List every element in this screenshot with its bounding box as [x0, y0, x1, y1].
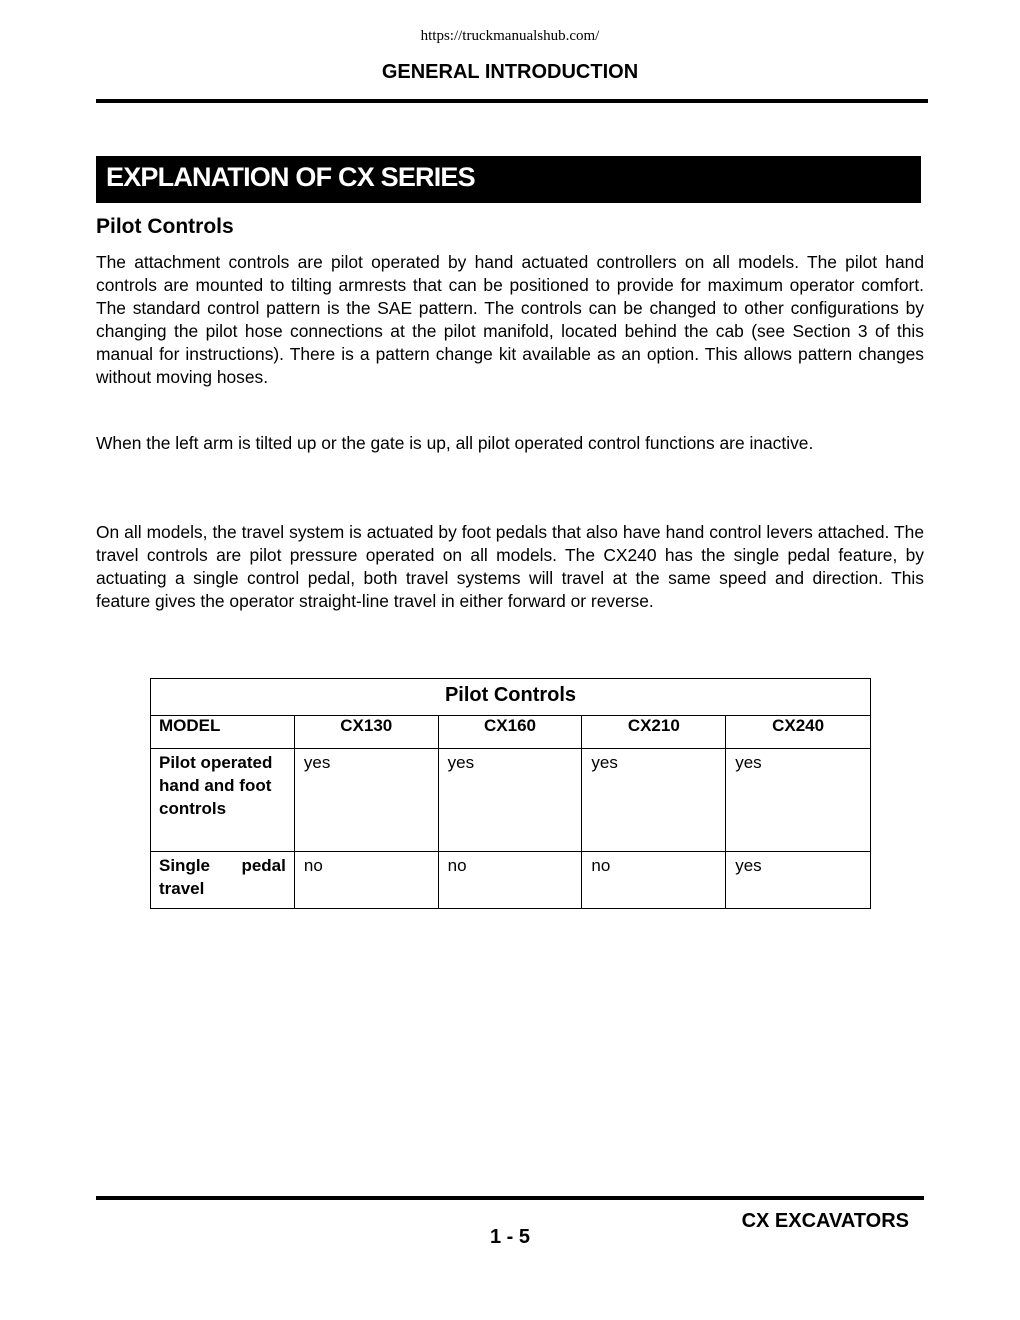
- table-cell: yes: [582, 749, 726, 852]
- row-label: Single pedal travel: [151, 852, 295, 909]
- section-title: GENERAL INTRODUCTION: [381, 61, 639, 83]
- row-label: Pilot operated hand and foot controls: [151, 749, 295, 852]
- table-cell: no: [294, 852, 438, 909]
- header-divider: [96, 99, 928, 103]
- column-header: CX160: [438, 716, 582, 749]
- column-header: CX130: [294, 716, 438, 749]
- table-cell: yes: [726, 749, 871, 852]
- paragraph: The attachment controls are pilot operated by hand actuated controllers on all models. The pilot hand controls are mounted to tilting armrests that can be positioned to provide for maximum operator comfort. The standard control pattern is the SAE pattern. The controls can be changed to other configurations by changing the pilot hose connections at the pilot manifold, located behind the cab (see Section 3 of this manual for instructions). There is a pattern change kit available as an option. This allows pattern changes without moving hoses.: [96, 252, 924, 387]
- table-cell: no: [582, 852, 726, 909]
- table-row: [151, 852, 871, 909]
- paragraph: On all models, the travel system is actuated by foot pedals that also have hand control levers attached. The travel controls are pilot pressure operated on all models. The CX240 has the single pedal feature, by actuating a single control pedal, both travel systems will travel at the same speed and direction. This feature gives the operator straight-line travel in either forward or reverse.: [96, 522, 924, 611]
- source-url[interactable]: https://truckmanualshub.com/: [420, 28, 600, 44]
- paragraph: When the left arm is tilted up or the gate is up, all pilot operated control functions are inactive.: [96, 433, 814, 453]
- table-cell: yes: [726, 852, 871, 909]
- column-header: CX210: [582, 716, 726, 749]
- chapter-banner: EXPLANATION OF CX SERIES: [96, 156, 921, 203]
- table-cell: yes: [294, 749, 438, 852]
- subheading: Pilot Controls: [96, 215, 234, 238]
- table-title: Pilot Controls: [151, 679, 871, 716]
- table-cell: no: [438, 852, 582, 909]
- footer-divider: [96, 1196, 924, 1200]
- column-header: CX240: [726, 716, 871, 749]
- table-header-row: [151, 716, 871, 749]
- footer-title: CX EXCAVATORS: [741, 1210, 909, 1232]
- table-row: [151, 749, 871, 852]
- table-cell: yes: [438, 749, 582, 852]
- column-header: MODEL: [151, 716, 295, 749]
- pilot-controls-table: [150, 678, 871, 909]
- page-number: 1 - 5: [489, 1226, 531, 1248]
